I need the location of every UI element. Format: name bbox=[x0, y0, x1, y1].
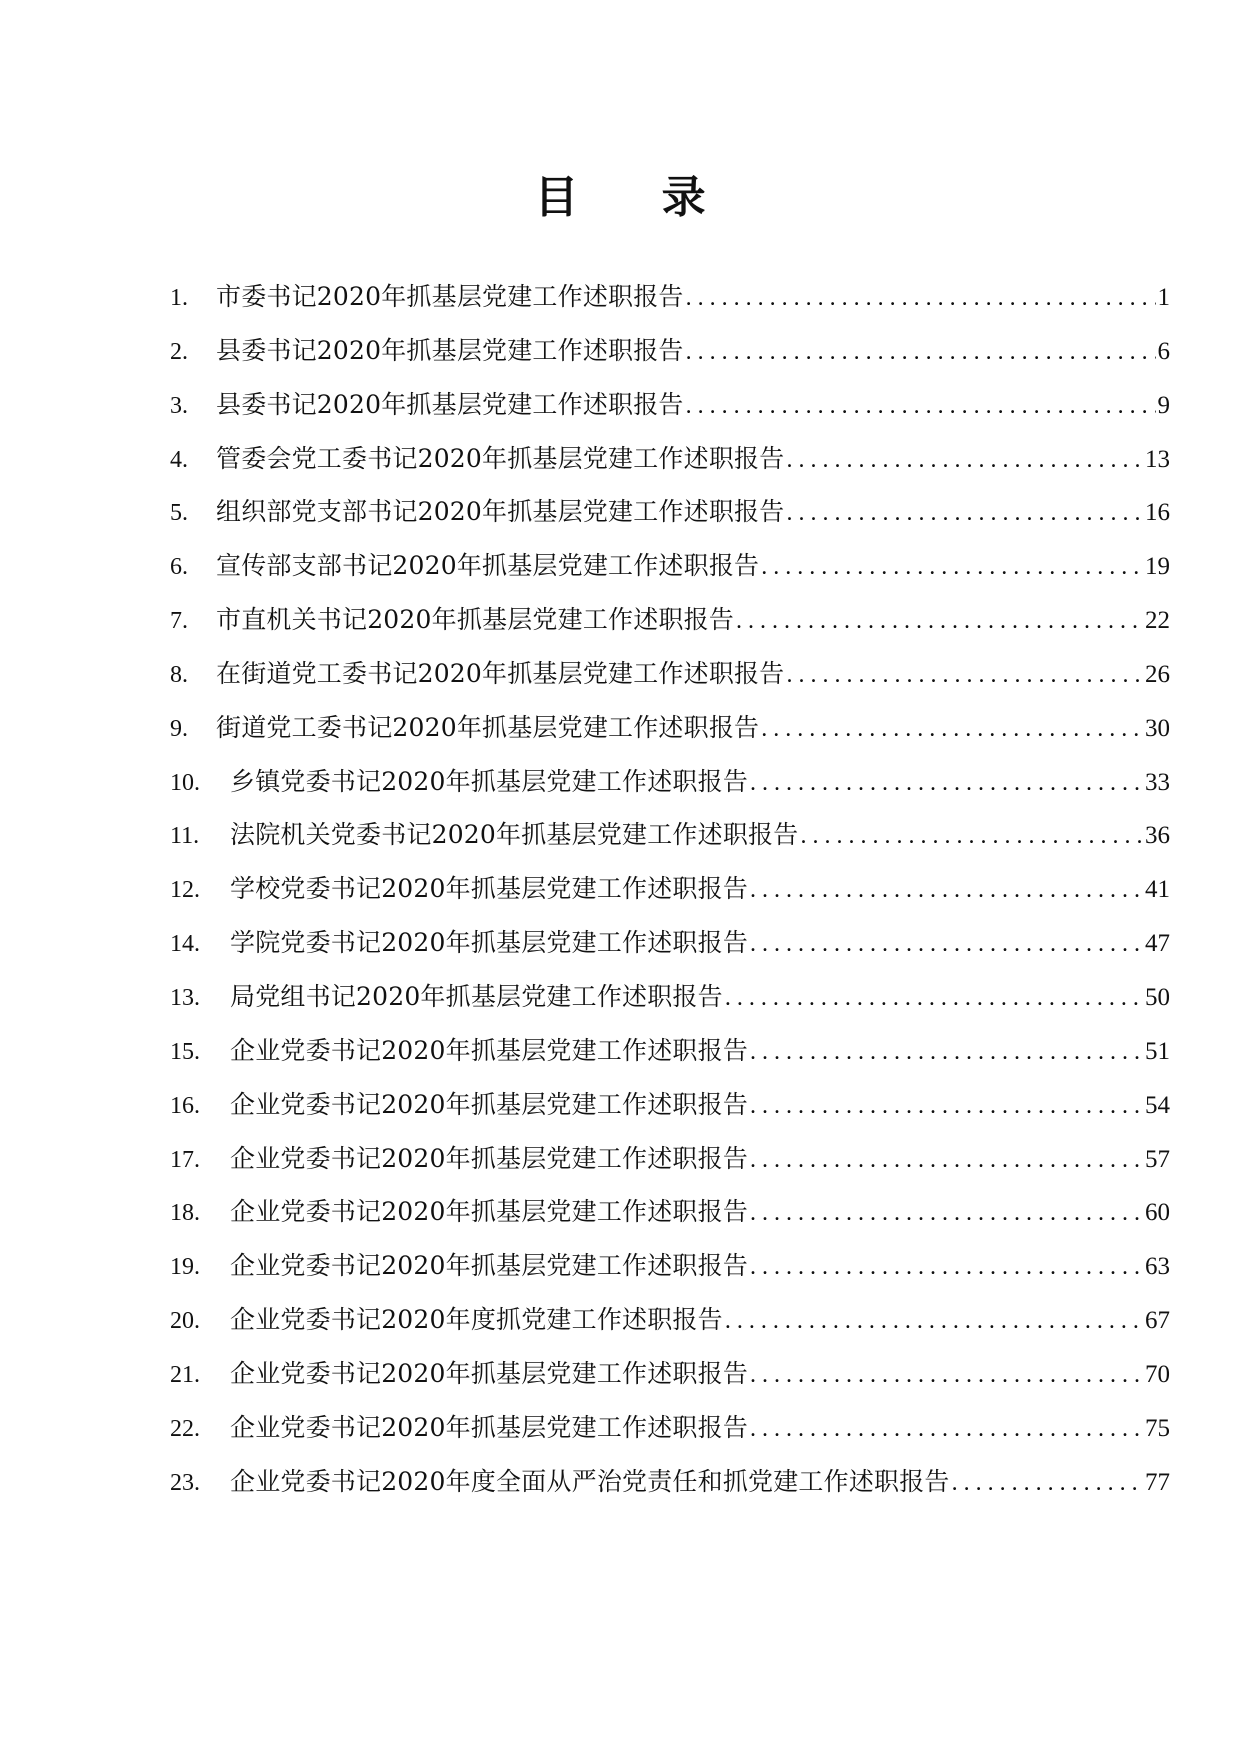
toc-entry-number: 15. bbox=[170, 1038, 200, 1065]
toc-entry-number: 19. bbox=[170, 1254, 200, 1281]
toc-entry[interactable] bbox=[170, 701, 1170, 755]
toc-entry-page: 36 bbox=[1145, 822, 1170, 850]
toc-entry-number: 20. bbox=[170, 1308, 200, 1335]
toc-entry-title: 市委书记2020年抓基层党建工作述职报告 bbox=[216, 282, 684, 311]
toc-entry-number: 13. bbox=[170, 984, 200, 1011]
toc-entry-number: 17. bbox=[170, 1146, 200, 1173]
toc-entry-title: 组织部党支部书记2020年抓基层党建工作述职报告 bbox=[216, 497, 785, 527]
toc-entry-page: 13 bbox=[1145, 445, 1170, 473]
toc-entry-page: 16 bbox=[1145, 499, 1170, 527]
toc-entry-number: 11. bbox=[170, 823, 200, 850]
toc-entry[interactable] bbox=[170, 1239, 1170, 1293]
toc-entry[interactable] bbox=[170, 916, 1170, 970]
toc-entry-title: 企业党委书记2020年度全面从严治党责任和抓党建工作述职报告 bbox=[230, 1466, 950, 1496]
toc-entry-title: 企业党委书记2020年抓基层党建工作述职报告 bbox=[230, 1143, 749, 1173]
toc-entry-page: 50 bbox=[1145, 983, 1170, 1011]
toc-entry-number: 9. bbox=[170, 715, 188, 742]
toc-entry-number: 3. bbox=[170, 392, 188, 419]
toc-entry-title: 县委书记2020年抓基层党建工作述职报告 bbox=[216, 389, 684, 419]
toc-dot-leader bbox=[784, 434, 1143, 486]
toc-dot-leader bbox=[784, 487, 1143, 539]
toc-entry[interactable] bbox=[170, 432, 1170, 486]
toc-entry-title: 乡镇党委书记2020年抓基层党建工作述职报告 bbox=[230, 766, 749, 796]
toc-entry[interactable] bbox=[170, 324, 1170, 378]
toc-entry-number: 21. bbox=[170, 1361, 200, 1388]
toc-entry-number: 4. bbox=[170, 446, 188, 473]
toc-entry-number: 8. bbox=[170, 661, 188, 688]
toc-entry-number: 1. bbox=[170, 285, 188, 311]
toc-dot-leader bbox=[784, 649, 1143, 701]
toc-entry[interactable] bbox=[170, 1347, 1170, 1401]
toc-entry-page: 63 bbox=[1145, 1253, 1170, 1281]
toc-dot-leader bbox=[759, 541, 1143, 593]
toc-list bbox=[170, 270, 1170, 1508]
toc-entry-title: 企业党委书记2020年抓基层党建工作述职报告 bbox=[230, 1089, 749, 1119]
toc-dot-leader bbox=[748, 1134, 1143, 1186]
toc-dot-leader bbox=[798, 810, 1143, 862]
toc-entry-page: 33 bbox=[1145, 768, 1170, 796]
toc-entry[interactable] bbox=[170, 1024, 1170, 1078]
toc-entry-number: 5. bbox=[170, 500, 188, 527]
toc-dot-leader bbox=[748, 864, 1143, 916]
toc-entry-title: 宣传部支部书记2020年抓基层党建工作述职报告 bbox=[216, 551, 760, 581]
toc-entry-number: 7. bbox=[170, 608, 188, 635]
toc-entry-number: 12. bbox=[170, 877, 200, 904]
toc-entry[interactable] bbox=[170, 1401, 1170, 1455]
toc-entry-page: 70 bbox=[1145, 1360, 1170, 1388]
toc-entry-page: 1 bbox=[1157, 284, 1170, 311]
toc-dot-leader bbox=[684, 380, 1156, 432]
toc-entry[interactable] bbox=[170, 1293, 1170, 1347]
toc-entry[interactable] bbox=[170, 647, 1170, 701]
toc-entry-page: 75 bbox=[1145, 1414, 1170, 1442]
toc-entry-page: 22 bbox=[1145, 607, 1170, 635]
toc-entry-title: 局党组书记2020年抓基层党建工作述职报告 bbox=[230, 981, 723, 1011]
toc-entry-page: 9 bbox=[1157, 391, 1170, 419]
toc-dot-leader bbox=[950, 1457, 1143, 1509]
toc-entry-number: 14. bbox=[170, 931, 200, 958]
toc-entry-number: 22. bbox=[170, 1415, 200, 1442]
toc-dot-leader bbox=[748, 1349, 1143, 1401]
toc-entry[interactable] bbox=[170, 1185, 1170, 1239]
toc-entry-title: 企业党委书记2020年抓基层党建工作述职报告 bbox=[230, 1197, 749, 1227]
toc-entry[interactable] bbox=[170, 485, 1170, 539]
toc-entry[interactable] bbox=[170, 970, 1170, 1024]
toc-entry-title: 企业党委书记2020年抓基层党建工作述职报告 bbox=[230, 1035, 749, 1065]
toc-dot-leader bbox=[748, 1241, 1143, 1293]
toc-entry-title: 法院机关党委书记2020年抓基层党建工作述职报告 bbox=[230, 820, 799, 850]
toc-entry-title: 企业党委书记2020年抓基层党建工作述职报告 bbox=[230, 1251, 749, 1281]
toc-entry-title: 企业党委书记2020年度抓党建工作述职报告 bbox=[230, 1305, 723, 1335]
toc-entry-number: 10. bbox=[170, 769, 200, 796]
toc-dot-leader bbox=[748, 918, 1143, 970]
toc-entry-number: 16. bbox=[170, 1092, 200, 1119]
toc-entry-title: 企业党委书记2020年抓基层党建工作述职报告 bbox=[230, 1358, 749, 1388]
toc-entry-page: 57 bbox=[1145, 1145, 1170, 1173]
toc-entry[interactable] bbox=[170, 755, 1170, 809]
toc-entry-page: 77 bbox=[1145, 1468, 1170, 1496]
toc-entry-page: 60 bbox=[1145, 1199, 1170, 1227]
toc-entry[interactable] bbox=[170, 1078, 1170, 1132]
toc-entry[interactable] bbox=[170, 862, 1170, 916]
toc-entry-number: 6. bbox=[170, 554, 188, 581]
toc-entry[interactable] bbox=[170, 808, 1170, 862]
toc-entry-title: 市直机关书记2020年抓基层党建工作述职报告 bbox=[216, 605, 735, 635]
toc-entry-title: 县委书记2020年抓基层党建工作述职报告 bbox=[216, 335, 684, 365]
toc-entry-page: 41 bbox=[1145, 876, 1170, 904]
toc-entry[interactable] bbox=[170, 1455, 1170, 1509]
toc-entry-page: 54 bbox=[1145, 1091, 1170, 1119]
toc-title: 目 录 bbox=[534, 172, 740, 223]
toc-dot-leader bbox=[684, 326, 1156, 378]
toc-entry-title: 学校党委书记2020年抓基层党建工作述职报告 bbox=[230, 874, 749, 904]
toc-dot-leader bbox=[748, 757, 1143, 809]
toc-entry-page: 30 bbox=[1145, 714, 1170, 742]
toc-entry-title: 学院党委书记2020年抓基层党建工作述职报告 bbox=[230, 928, 749, 958]
toc-dot-leader bbox=[748, 1187, 1143, 1239]
toc-entry-page: 67 bbox=[1145, 1307, 1170, 1335]
toc-dot-leader bbox=[734, 595, 1143, 647]
toc-entry-title: 街道党工委书记2020年抓基层党建工作述职报告 bbox=[216, 712, 760, 742]
toc-dot-leader bbox=[759, 703, 1143, 755]
toc-entry[interactable] bbox=[170, 378, 1170, 432]
toc-entry-title: 管委会党工委书记2020年抓基层党建工作述职报告 bbox=[216, 443, 785, 473]
toc-entry[interactable] bbox=[170, 539, 1170, 593]
toc-dot-leader bbox=[723, 1295, 1143, 1347]
toc-entry-title: 企业党委书记2020年抓基层党建工作述职报告 bbox=[230, 1412, 749, 1442]
toc-entry-title: 在街道党工委书记2020年抓基层党建工作述职报告 bbox=[216, 658, 785, 688]
toc-entry[interactable] bbox=[170, 1132, 1170, 1186]
toc-dot-leader bbox=[748, 1403, 1143, 1455]
toc-entry[interactable] bbox=[170, 593, 1170, 647]
toc-entry-number: 18. bbox=[170, 1200, 200, 1227]
toc-dot-leader bbox=[748, 1026, 1143, 1078]
toc-entry[interactable] bbox=[170, 270, 1170, 324]
toc-dot-leader bbox=[723, 972, 1143, 1024]
toc-entry-page: 19 bbox=[1145, 553, 1170, 581]
toc-entry-page: 51 bbox=[1145, 1037, 1170, 1065]
toc-dot-leader bbox=[748, 1080, 1143, 1132]
toc-dot-leader bbox=[684, 272, 1156, 324]
toc-entry-number: 23. bbox=[170, 1469, 200, 1496]
toc-entry-page: 6 bbox=[1157, 337, 1170, 365]
toc-entry-number: 2. bbox=[170, 338, 188, 365]
toc-entry-page: 26 bbox=[1145, 660, 1170, 688]
toc-entry-page: 47 bbox=[1145, 930, 1170, 958]
